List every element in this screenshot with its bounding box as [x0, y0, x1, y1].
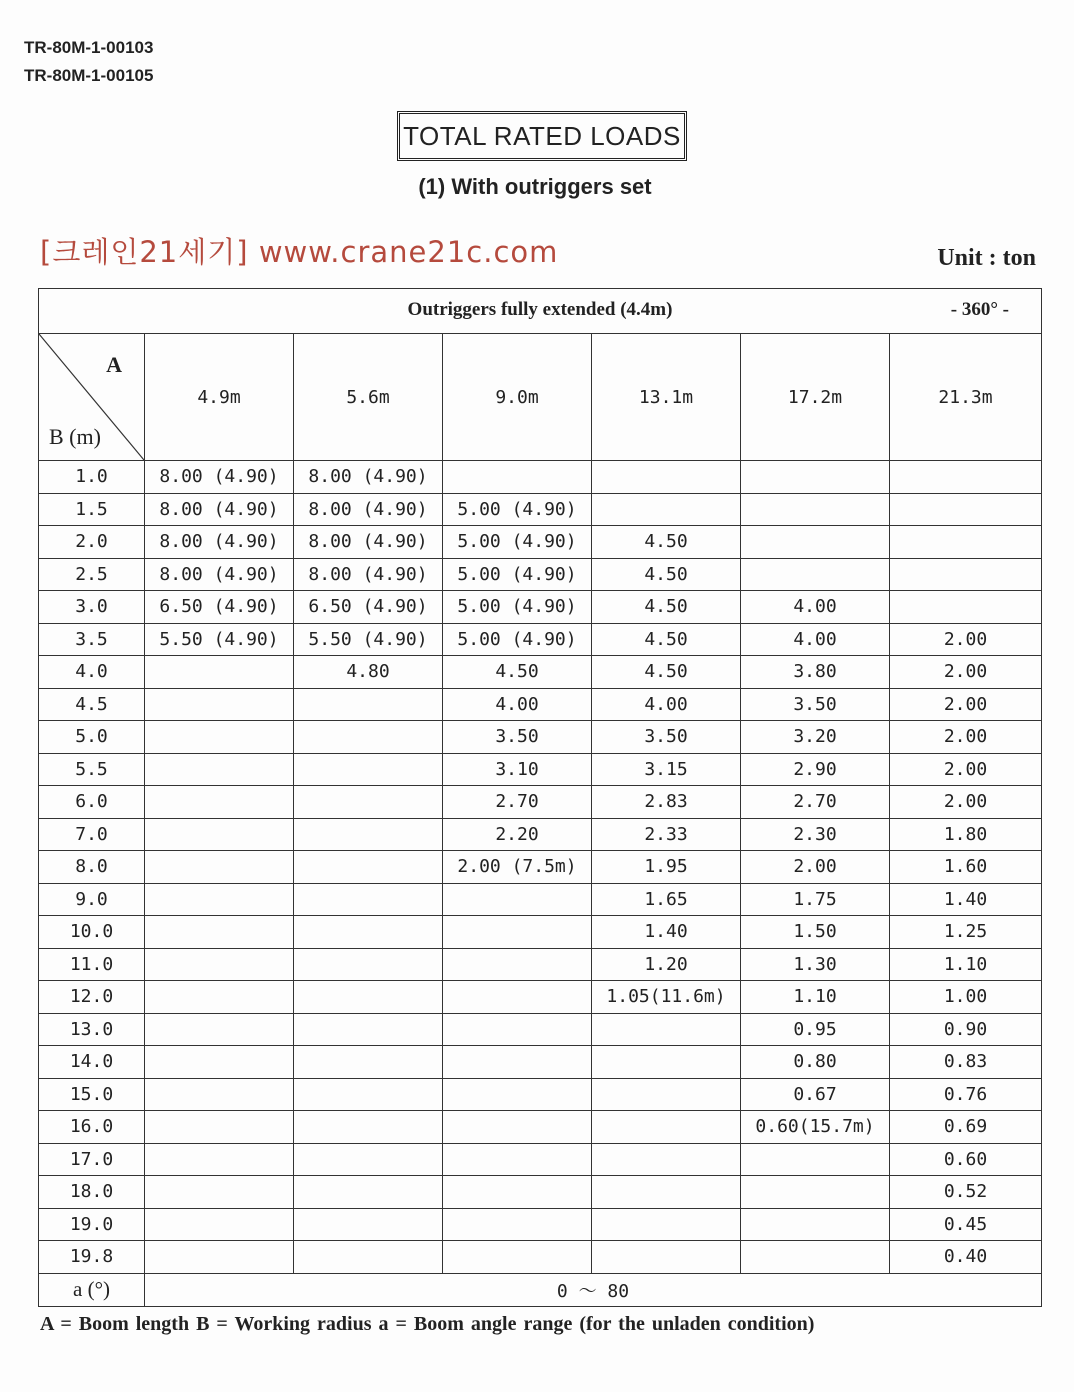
boom-length-header-row — [39, 334, 1042, 461]
table-row — [39, 948, 1042, 981]
load-cell — [443, 1013, 592, 1046]
load-cell: 2.30 — [741, 818, 890, 851]
page-title — [397, 111, 687, 161]
load-cell — [294, 688, 443, 721]
load-cell: 1.30 — [741, 948, 890, 981]
radius-cell: 5.0 — [39, 721, 145, 754]
table-row — [39, 623, 1042, 656]
load-cell: 5.50 (4.90) — [294, 623, 443, 656]
corner-label-a: A — [106, 352, 122, 377]
radius-cell: 10.0 — [39, 916, 145, 949]
load-cell: 5.00 (4.90) — [443, 623, 592, 656]
load-cell — [294, 1046, 443, 1079]
load-cell — [294, 948, 443, 981]
load-cell: 2.00 — [890, 656, 1042, 689]
load-cell — [145, 1176, 294, 1209]
load-cell — [145, 1078, 294, 1111]
load-cell: 1.65 — [592, 883, 741, 916]
table-row — [39, 1176, 1042, 1209]
load-cell — [890, 493, 1042, 526]
load-cell: 0.69 — [890, 1111, 1042, 1144]
load-cell: 8.00 (4.90) — [294, 461, 443, 494]
boom-length-header: 21.3m — [890, 334, 1042, 461]
boom-length-header: 4.9m — [145, 334, 294, 461]
load-cell: 4.50 — [592, 623, 741, 656]
footnote: A = Boom length B = Working radius a = Boom angle range (for the unladen condition) — [40, 1313, 815, 1335]
load-cell — [294, 916, 443, 949]
load-cell — [592, 1078, 741, 1111]
load-cell: 8.00 (4.90) — [145, 461, 294, 494]
load-cell: 4.00 — [741, 623, 890, 656]
load-cell: 5.00 (4.90) — [443, 526, 592, 559]
table-row — [39, 786, 1042, 819]
table-row — [39, 721, 1042, 754]
load-cell: 1.10 — [741, 981, 890, 1014]
radius-cell: 6.0 — [39, 786, 145, 819]
load-cell — [443, 1046, 592, 1079]
load-cell: 0.60 — [890, 1143, 1042, 1176]
doc-code: TR-80M-1-00105 — [24, 66, 154, 85]
load-cell: 2.70 — [741, 786, 890, 819]
outrigger-title: Outriggers fully extended (4.4m) — [407, 299, 673, 320]
table-row — [39, 1046, 1042, 1079]
load-cell: 1.75 — [741, 883, 890, 916]
load-cell: 1.40 — [592, 916, 741, 949]
load-cell — [145, 721, 294, 754]
load-cell — [145, 851, 294, 884]
load-cell: 0.76 — [890, 1078, 1042, 1111]
load-cell — [443, 883, 592, 916]
load-cell — [294, 1208, 443, 1241]
load-cell — [592, 493, 741, 526]
load-cell: 6.50 (4.90) — [145, 591, 294, 624]
boom-length-header: 17.2m — [741, 334, 890, 461]
doc-code: TR-80M-1-00103 — [24, 38, 154, 57]
load-cell: 1.05(11.6m) — [592, 981, 741, 1014]
load-cell: 1.60 — [890, 851, 1042, 884]
load-cell: 3.20 — [741, 721, 890, 754]
load-cell — [741, 1241, 890, 1274]
rotation-label: - 360° - — [950, 299, 1010, 320]
load-cell — [294, 1143, 443, 1176]
load-cell: 4.00 — [741, 591, 890, 624]
load-cell — [294, 851, 443, 884]
table-row — [39, 461, 1042, 494]
radius-cell: 4.0 — [39, 656, 145, 689]
table-row — [39, 916, 1042, 949]
unit-label: Unit : ton — [937, 245, 1036, 271]
page-subtitle-text: (1) With outriggers set — [418, 174, 652, 199]
load-cell — [145, 753, 294, 786]
table-row — [39, 656, 1042, 689]
boom-length-header: 5.6m — [294, 334, 443, 461]
load-cell — [592, 1241, 741, 1274]
load-cell — [443, 981, 592, 1014]
load-cell — [443, 1143, 592, 1176]
load-cell: 2.20 — [443, 818, 592, 851]
table-row — [39, 688, 1042, 721]
load-cell: 0.80 — [741, 1046, 890, 1079]
table-row — [39, 1241, 1042, 1274]
load-cell — [592, 1046, 741, 1079]
radius-cell: 3.0 — [39, 591, 145, 624]
load-cell — [741, 1176, 890, 1209]
load-cell — [294, 981, 443, 1014]
load-cell: 8.00 (4.90) — [294, 558, 443, 591]
table-row — [39, 1078, 1042, 1111]
load-cell — [294, 753, 443, 786]
table-row — [39, 753, 1042, 786]
load-cell — [741, 493, 890, 526]
load-cell — [443, 1241, 592, 1274]
load-cell — [741, 461, 890, 494]
load-cell — [741, 1143, 890, 1176]
document-codes — [24, 34, 153, 90]
load-cell: 4.50 — [443, 656, 592, 689]
page-subtitle — [0, 174, 1074, 200]
radius-cell: 15.0 — [39, 1078, 145, 1111]
load-cell: 2.00 — [890, 753, 1042, 786]
load-cell: 3.10 — [443, 753, 592, 786]
load-cell: 0.52 — [890, 1176, 1042, 1209]
load-cell — [443, 1208, 592, 1241]
angle-row — [39, 1273, 1042, 1306]
load-cell: 5.00 (4.90) — [443, 591, 592, 624]
load-cell: 0.67 — [741, 1078, 890, 1111]
radius-cell: 1.0 — [39, 461, 145, 494]
load-cell — [145, 883, 294, 916]
radius-cell: 11.0 — [39, 948, 145, 981]
load-cell — [294, 721, 443, 754]
load-cell: 1.50 — [741, 916, 890, 949]
load-cell: 1.80 — [890, 818, 1042, 851]
table-row — [39, 981, 1042, 1014]
radius-cell: 12.0 — [39, 981, 145, 1014]
load-cell: 8.00 (4.90) — [145, 526, 294, 559]
radius-cell: 2.0 — [39, 526, 145, 559]
load-cell: 2.00 — [890, 786, 1042, 819]
load-cell: 4.50 — [592, 591, 741, 624]
corner-label-b: B (m) — [49, 424, 101, 449]
load-cell: 2.70 — [443, 786, 592, 819]
load-cell: 8.00 (4.90) — [145, 558, 294, 591]
load-cell — [741, 558, 890, 591]
table-row — [39, 883, 1042, 916]
load-cell — [145, 981, 294, 1014]
load-cell: 6.50 (4.90) — [294, 591, 443, 624]
load-cell: 4.50 — [592, 656, 741, 689]
load-cell — [294, 786, 443, 819]
load-cell: 4.00 — [592, 688, 741, 721]
radius-cell: 1.5 — [39, 493, 145, 526]
load-cell — [145, 1241, 294, 1274]
table-row — [39, 591, 1042, 624]
load-cell: 5.00 (4.90) — [443, 493, 592, 526]
load-cell — [443, 1078, 592, 1111]
table-row — [39, 851, 1042, 884]
load-cell — [741, 1208, 890, 1241]
load-cell — [890, 461, 1042, 494]
load-cell: 1.25 — [890, 916, 1042, 949]
load-cell — [294, 883, 443, 916]
load-cell: 8.00 (4.90) — [294, 493, 443, 526]
load-cell: 8.00 (4.90) — [145, 493, 294, 526]
load-cell: 3.15 — [592, 753, 741, 786]
angle-label: a (°) — [39, 1273, 145, 1306]
load-cell — [592, 1013, 741, 1046]
radius-cell: 9.0 — [39, 883, 145, 916]
table-row — [39, 1208, 1042, 1241]
load-cell — [890, 558, 1042, 591]
load-cell: 5.00 (4.90) — [443, 558, 592, 591]
load-cell: 8.00 (4.90) — [294, 526, 443, 559]
radius-cell: 8.0 — [39, 851, 145, 884]
load-cell — [741, 526, 890, 559]
boom-length-header: 9.0m — [443, 334, 592, 461]
boom-length-header: 13.1m — [592, 334, 741, 461]
load-cell — [145, 786, 294, 819]
load-cell — [443, 916, 592, 949]
load-cell — [145, 948, 294, 981]
load-cell — [890, 591, 1042, 624]
load-cell: 0.90 — [890, 1013, 1042, 1046]
load-cell: 4.50 — [592, 526, 741, 559]
load-cell — [443, 461, 592, 494]
load-cell: 3.50 — [443, 721, 592, 754]
load-cell — [592, 461, 741, 494]
load-cell — [443, 1176, 592, 1209]
load-cell: 0.40 — [890, 1241, 1042, 1274]
radius-cell: 14.0 — [39, 1046, 145, 1079]
load-cell: 2.00 — [890, 623, 1042, 656]
watermark: [크레인21세기] www.crane21c.com — [40, 235, 559, 269]
load-cell — [145, 1208, 294, 1241]
radius-cell: 19.0 — [39, 1208, 145, 1241]
load-cell: 2.00 — [890, 688, 1042, 721]
load-cell — [592, 1111, 741, 1144]
load-cell — [145, 1013, 294, 1046]
load-cell: 3.50 — [741, 688, 890, 721]
corner-header-cell — [39, 334, 145, 461]
table-row — [39, 818, 1042, 851]
load-cell — [294, 1078, 443, 1111]
outrigger-header — [39, 289, 1042, 334]
load-cell — [145, 916, 294, 949]
load-cell: 3.50 — [592, 721, 741, 754]
load-cell — [294, 1111, 443, 1144]
table-row — [39, 1143, 1042, 1176]
load-cell: 0.83 — [890, 1046, 1042, 1079]
load-cell: 1.40 — [890, 883, 1042, 916]
radius-cell: 4.5 — [39, 688, 145, 721]
load-cell — [592, 1176, 741, 1209]
load-cell: 3.80 — [741, 656, 890, 689]
table-row — [39, 493, 1042, 526]
radius-cell: 7.0 — [39, 818, 145, 851]
radius-cell: 13.0 — [39, 1013, 145, 1046]
load-cell — [890, 526, 1042, 559]
radius-cell: 2.5 — [39, 558, 145, 591]
load-cell: 5.50 (4.90) — [145, 623, 294, 656]
load-cell: 1.10 — [890, 948, 1042, 981]
load-cell — [294, 1176, 443, 1209]
load-cell — [145, 688, 294, 721]
table-row — [39, 1013, 1042, 1046]
load-cell — [294, 818, 443, 851]
radius-cell: 5.5 — [39, 753, 145, 786]
load-cell — [145, 656, 294, 689]
load-cell: 0.60(15.7m) — [741, 1111, 890, 1144]
table-row — [39, 558, 1042, 591]
load-cell: 2.00 (7.5m) — [443, 851, 592, 884]
load-cell — [294, 1013, 443, 1046]
load-cell: 1.00 — [890, 981, 1042, 1014]
load-cell: 2.83 — [592, 786, 741, 819]
load-cell — [592, 1208, 741, 1241]
load-cell: 1.95 — [592, 851, 741, 884]
load-cell: 0.45 — [890, 1208, 1042, 1241]
table-row — [39, 526, 1042, 559]
load-cell: 1.20 — [592, 948, 741, 981]
table-body — [39, 461, 1042, 1274]
load-cell — [145, 1143, 294, 1176]
load-cell: 4.50 — [592, 558, 741, 591]
radius-cell: 3.5 — [39, 623, 145, 656]
load-cell — [443, 1111, 592, 1144]
load-cell: 2.00 — [890, 721, 1042, 754]
load-cell: 2.00 — [741, 851, 890, 884]
load-cell: 2.33 — [592, 818, 741, 851]
radius-cell: 18.0 — [39, 1176, 145, 1209]
table-top-row — [39, 289, 1042, 334]
page-title-text: TOTAL RATED LOADS — [403, 120, 681, 151]
radius-cell: 16.0 — [39, 1111, 145, 1144]
load-cell — [145, 818, 294, 851]
load-cell: 2.90 — [741, 753, 890, 786]
rated-loads-table — [38, 288, 1042, 1307]
load-cell — [145, 1046, 294, 1079]
angle-range: 0 ～ 80 — [145, 1273, 1042, 1306]
load-cell — [592, 1143, 741, 1176]
load-cell — [443, 948, 592, 981]
load-cell — [145, 1111, 294, 1144]
radius-cell: 17.0 — [39, 1143, 145, 1176]
radius-cell: 19.8 — [39, 1241, 145, 1274]
load-cell: 4.80 — [294, 656, 443, 689]
load-cell: 0.95 — [741, 1013, 890, 1046]
load-cell: 4.00 — [443, 688, 592, 721]
table-row — [39, 1111, 1042, 1144]
load-cell — [294, 1241, 443, 1274]
